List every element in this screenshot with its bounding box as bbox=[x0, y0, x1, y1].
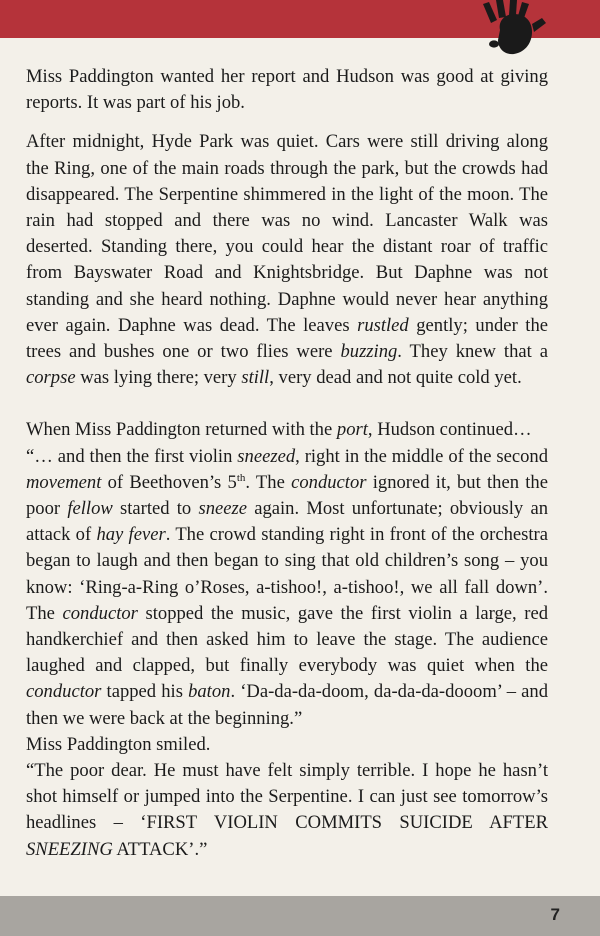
paragraph: After midnight, Hyde Park was quiet. Cars were still driving along the Ring, one of the main roads through the park, but the crowds had disappeared. The Serpentine shimmered in the light of the moon. The rain had stopped and there was no wind. Lancaster Walk was deserted. Standing there, you could hear the distant roar of traffic from Bayswater Road and Knightsbridge. But Daphne was not standing and she heard nothing. Daphne would never hear anything ever again. Daphne was dead. The leaves rustled gently; under the trees and bushes one or two flies were buzzing. They knew that a corpse was lying there; very still, very dead and not quite cold yet. bbox=[26, 131, 548, 389]
page-number: 7 bbox=[550, 905, 560, 924]
body-text bbox=[26, 64, 548, 863]
handprint-icon bbox=[470, 0, 550, 62]
paragraph: “… and then the first violin sneezed, right in the middle of the second movement of Beethoven’s 5th. The conductor ignored it, but then the poor fellow started to sneeze again. Most unfortunate; obviously an attack of hay fever. The crowd standing right in front of the orchestra began to laugh and then began to sing that old children’s song – you know: ‘Ring-a-Ring o’Roses, a-tishoo!, a-tishoo!, we all fall down’. The conductor stopped the music, gave the first violin a large, red handkerchief and then asked him to leave the stage. The audience laughed and clapped, but finally everybody was quiet when the conductor tapped his baton. ‘Da-da-da-doom, da-da-da-dooom’ – and then we were back at the beginning.” bbox=[26, 445, 548, 729]
paragraph: Miss Paddington wanted her report and Hudson was good at giving reports. It was part of his job. bbox=[26, 66, 548, 114]
footer-band bbox=[0, 896, 600, 936]
paragraph: Miss Paddington smiled. bbox=[26, 733, 211, 755]
paragraph: “The poor dear. He must have felt simply terrible. I hope he hasn’t shot himself or jumped into the Serpentine. I can just see tomorrow’s headlines – ‘FIRST VIOLIN COMMITS SUICIDE AFTER SNEEZING ATTACK’.” bbox=[26, 760, 548, 860]
paragraph: When Miss Paddington returned with the port, Hudson continued… bbox=[26, 419, 532, 441]
